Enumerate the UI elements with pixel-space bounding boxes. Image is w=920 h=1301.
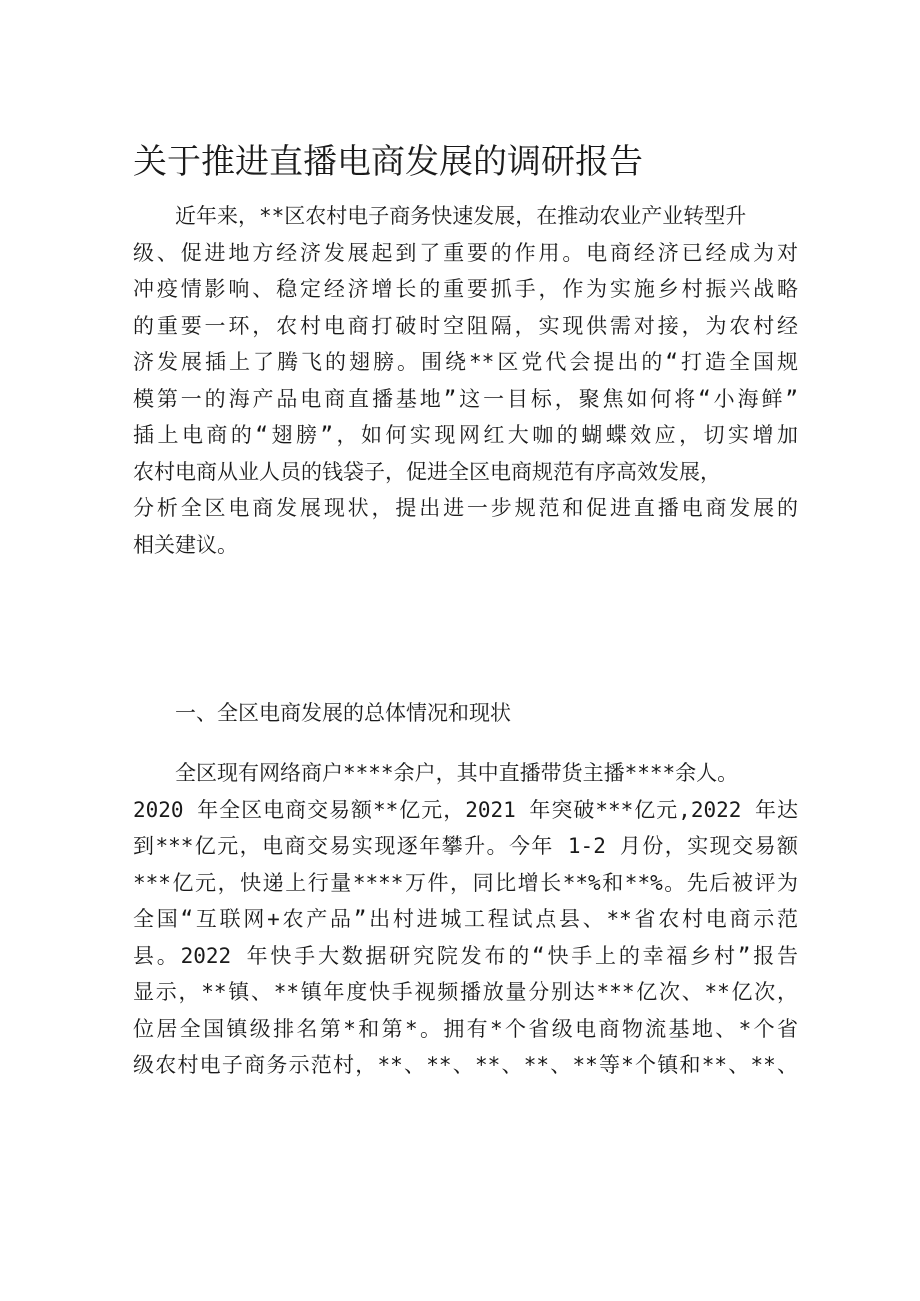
paragraph-line: 位居全国镇级排名第*和第*。拥有*个省级电商物流基地、*个省 [133, 1016, 798, 1041]
paragraph-line: 的重要一环，农村电商打破时空阻隔，实现供需对接，为农村经 [133, 313, 798, 338]
paragraph-line: 级农村电子商务示范村，**、**、**、**、**等*个镇和**、**、 [133, 1053, 798, 1077]
paragraph-line: 济发展插上了腾飞的翅膀。围绕**区党代会提出的“打造全国规 [133, 350, 798, 374]
overview-paragraph [133, 755, 798, 1084]
paragraph-line: 近年来，**区农村电子商务快速发展，在推动农业产业转型升 [175, 204, 747, 228]
paragraph-line: 级、促进地方经济发展起到了重要的作用。电商经济已经成为对 [133, 240, 798, 265]
intro-paragraph [133, 198, 798, 563]
paragraph-line: 到***亿元，电商交易实现逐年攀升。今年 1-2 月份，实现交易额 [133, 834, 798, 858]
paragraph-line: 全国“互联网+农产品”出村进城工程试点县、**省农村电商示范 [133, 907, 798, 931]
paragraph-line: 分析全区电商发展现状，提出进一步规范和促进直播电商发展的 [133, 496, 798, 520]
paragraph-line: 冲疫情影响、稳定经济增长的重要抓手，作为实施乡村振兴战略 [133, 277, 798, 301]
paragraph-line: 全区现有网络商户****余户，其中直播带货主播****余人。 [175, 761, 739, 785]
paragraph-line: 2020 年全区电商交易额**亿元，2021 年突破***亿元,2022 年达 [133, 797, 798, 822]
paragraph-line: 农村电商从业人员的钱袋子，促进全区电商规范有序高效发展， [133, 459, 721, 484]
section-heading-text: 一、全区电商发展的总体情况和现状 [175, 701, 511, 725]
paragraph-line: ***亿元，快递上行量****万件，同比增长**%和**%。先后被评为 [133, 870, 798, 895]
paragraph-line: 相关建议。 [133, 532, 238, 557]
paragraph-line: 显示，**镇、**镇年度快手视频播放量分别达***亿次、**亿次， [133, 980, 798, 1004]
paragraph-line: 县。2022 年快手大数据研究院发布的“快手上的幸福乡村”报告 [133, 943, 798, 968]
section-heading [133, 695, 798, 732]
paragraph-line: 模第一的海产品电商直播基地”这一目标，聚焦如何将“小海鲜” [133, 386, 798, 411]
paragraph-line: 插上电商的“翅膀”，如何实现网红大咖的蝴蝶效应，切实增加 [133, 423, 798, 447]
document-title: 关于推进直播电商发展的调研报告 [133, 142, 643, 182]
